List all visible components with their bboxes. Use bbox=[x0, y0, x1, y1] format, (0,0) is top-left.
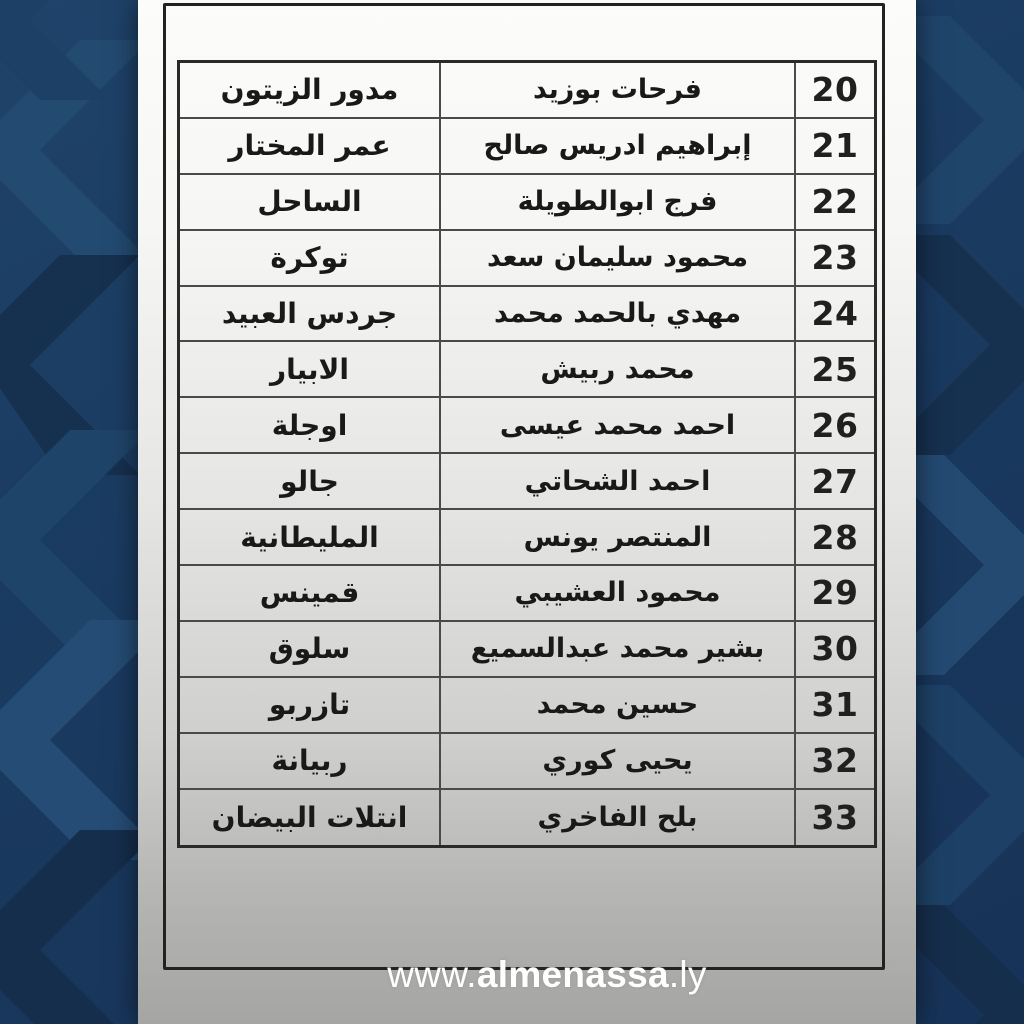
row-number-cell: 33 bbox=[811, 798, 859, 838]
row-number-cell: 29 bbox=[796, 566, 874, 622]
table-row bbox=[180, 454, 874, 510]
place-cell: توكرة bbox=[180, 231, 439, 287]
document-paper bbox=[138, 0, 916, 1024]
name-cell: احمد محمد عيسى bbox=[439, 398, 796, 454]
table-row bbox=[180, 342, 874, 398]
name-cell: حسين محمد bbox=[439, 678, 796, 734]
row-number-cell: 25 bbox=[796, 342, 874, 398]
name-cell: محمد ربيش bbox=[439, 342, 796, 398]
place-cell: الابيار bbox=[180, 342, 439, 398]
place-cell: جالو bbox=[180, 454, 439, 510]
place-cell: جردس العبيد bbox=[180, 287, 439, 343]
name-cell: بلح الفاخري bbox=[439, 790, 796, 846]
row-number-cell: 23 bbox=[796, 231, 874, 287]
roster-table bbox=[177, 60, 877, 848]
watermark-www: www. bbox=[387, 954, 477, 995]
table-row bbox=[180, 175, 874, 231]
place-cell: مدور الزيتون bbox=[180, 63, 439, 119]
row-number-cell: 27 bbox=[796, 454, 874, 510]
row-number-cell: 31 bbox=[796, 678, 874, 734]
table-row bbox=[180, 790, 874, 846]
place-cell: سلوق bbox=[180, 622, 439, 678]
name-cell: المنتصر يونس bbox=[439, 510, 796, 566]
place-cell: انتلات البيضان bbox=[211, 801, 408, 835]
table-row bbox=[180, 510, 874, 566]
name-cell: مهدي بالحمد محمد bbox=[439, 287, 796, 343]
name-cell: محمود العشيبي bbox=[439, 566, 796, 622]
name-cell: بشير محمد عبدالسميع bbox=[439, 622, 796, 678]
table-row bbox=[180, 231, 874, 287]
row-number-cell: 22 bbox=[796, 175, 874, 231]
place-cell: قمينس bbox=[180, 566, 439, 622]
place-cell: تازربو bbox=[180, 678, 439, 734]
row-number-cell: 24 bbox=[796, 287, 874, 343]
name-cell: محمود سليمان سعد bbox=[439, 231, 796, 287]
table-row bbox=[180, 287, 874, 343]
table-row bbox=[180, 119, 874, 175]
table-row bbox=[180, 734, 874, 790]
row-number-cell: 28 bbox=[796, 510, 874, 566]
table-row bbox=[180, 566, 874, 622]
table-row bbox=[180, 63, 874, 119]
watermark-brand: almenassa bbox=[476, 954, 669, 995]
row-number-cell: 21 bbox=[796, 119, 874, 175]
table-row bbox=[180, 398, 874, 454]
watermark-tld: .ly bbox=[668, 954, 707, 995]
row-number-cell: 30 bbox=[796, 622, 874, 678]
table-row bbox=[180, 678, 874, 734]
row-number-cell: 32 bbox=[796, 734, 874, 790]
place-cell: المليطانية bbox=[180, 510, 439, 566]
name-cell: فرج ابوالطويلة bbox=[439, 175, 796, 231]
place-cell: اوجلة bbox=[180, 398, 439, 454]
table-row bbox=[180, 622, 874, 678]
name-cell: إبراهيم ادريس صالح bbox=[439, 119, 796, 175]
place-cell: ربيانة bbox=[180, 734, 439, 790]
name-cell: يحيى كوري bbox=[439, 734, 796, 790]
place-cell: الساحل bbox=[180, 175, 439, 231]
place-cell: عمر المختار bbox=[180, 119, 439, 175]
watermark bbox=[70, 954, 1024, 996]
name-cell: احمد الشحاتي bbox=[439, 454, 796, 510]
row-number-cell: 20 bbox=[796, 63, 874, 119]
name-cell: فرحات بوزيد bbox=[439, 63, 796, 119]
row-number-cell: 26 bbox=[796, 398, 874, 454]
